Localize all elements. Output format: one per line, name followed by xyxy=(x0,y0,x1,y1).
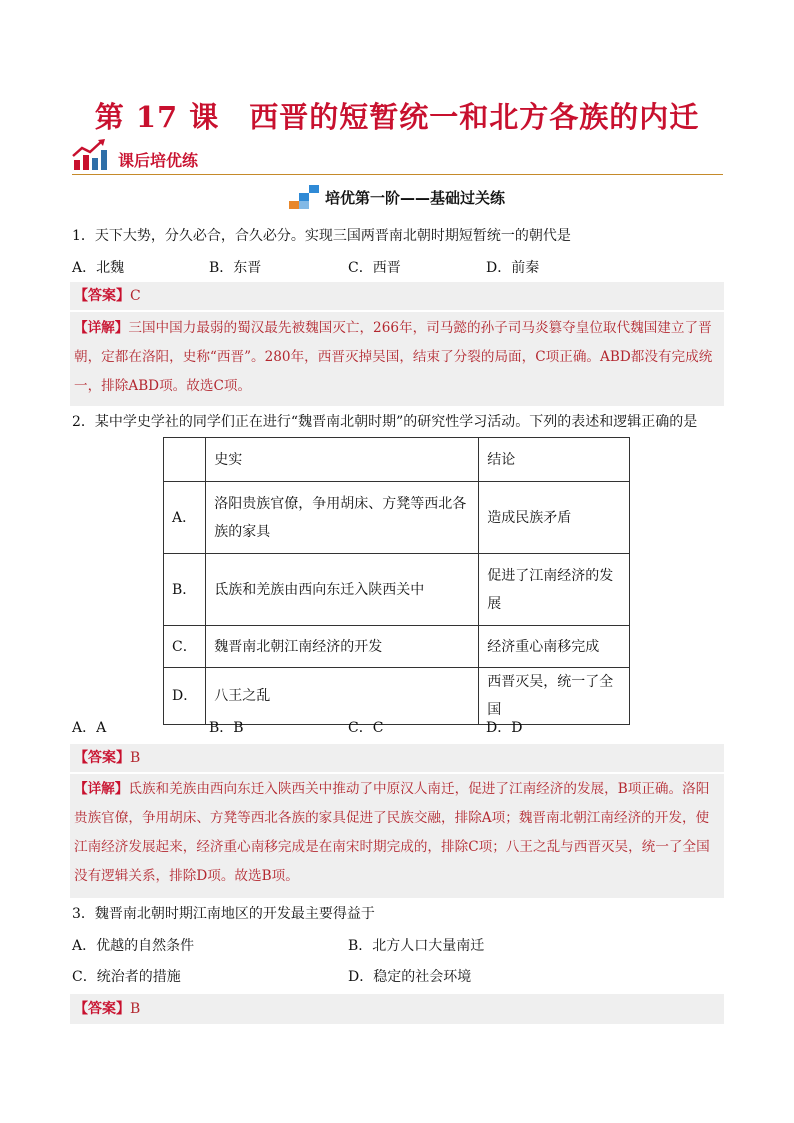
q1-detail xyxy=(74,314,720,401)
stairs-icon xyxy=(289,183,319,209)
table-cell: 魏晋南北朝江南经济的开发 xyxy=(206,626,479,668)
table-cell: B． xyxy=(164,554,206,626)
table-header-row xyxy=(164,438,630,482)
table-cell: 西晋灭吴，统一了全国 xyxy=(479,668,630,725)
q1-detail-box xyxy=(70,312,724,406)
table-row xyxy=(164,626,630,668)
q2-answer-box xyxy=(70,744,724,772)
table-row xyxy=(164,668,630,725)
q2-option-c: C．C xyxy=(348,720,384,736)
q2-detail-box xyxy=(70,774,724,898)
q1-stem: 1．天下大势，分久必合，合久必分。实现三国两晋南北朝时期短暂统一的朝代是 xyxy=(72,228,571,244)
q1-option-c: C．西晋 xyxy=(348,260,401,276)
table-cell: 促进了江南经济的发展 xyxy=(479,554,630,626)
q3-answer-box xyxy=(70,994,724,1024)
table-cell: 氐族和羌族由西向东迁入陕西关中 xyxy=(206,554,479,626)
detail-tag: 【详解】 xyxy=(74,320,129,336)
answer-tag: 【答案】 xyxy=(74,1001,130,1017)
q3-answer xyxy=(74,999,140,1019)
table-cell: 造成民族矛盾 xyxy=(479,482,630,554)
answer-value: C xyxy=(130,288,141,304)
q2-table xyxy=(163,437,630,725)
q2-stem: 2．某中学史学社的同学们正在进行“魏晋南北朝时期”的研究性学习活动。下列的表述和逻辑正确的是 xyxy=(72,414,698,430)
q1-answer-box xyxy=(70,282,724,310)
section-header xyxy=(72,138,723,175)
q2-option-a: A．A xyxy=(72,720,107,736)
answer-value: B xyxy=(130,750,141,766)
q1-answer xyxy=(74,286,141,306)
q1-option-a: A．北魏 xyxy=(72,260,125,276)
table-cell: 洛阳贵族官僚，争用胡床、方凳等西北各族的家具 xyxy=(206,482,479,554)
q3-option-c: C．统治者的措施 xyxy=(72,969,181,985)
answer-tag: 【答案】 xyxy=(74,288,130,304)
answer-tag: 【答案】 xyxy=(74,750,130,766)
detail-tag: 【详解】 xyxy=(74,781,129,797)
table-header-cell xyxy=(164,438,206,482)
table-cell: D． xyxy=(164,668,206,725)
q1-option-b: B．东晋 xyxy=(209,260,262,276)
q3-option-d: D．稳定的社会环境 xyxy=(348,969,472,985)
q1-option-d: D．前秦 xyxy=(486,260,540,276)
detail-text: 三国中国力最弱的蜀汉最先被魏国灭亡，266年，司马懿的孙子司马炎篡夺皇位取代魏国建立了晋朝，定都在洛阳，史称“西晋”。280年，西晋灭掉吴国，结束了分裂的局面，C项正确。ABD都没有完成统一，排除ABD项。故选C项。 xyxy=(74,320,713,394)
table-row xyxy=(164,482,630,554)
table-header-cell: 史实 xyxy=(206,438,479,482)
q2-option-b: B．B xyxy=(209,720,244,736)
table-header-cell: 结论 xyxy=(479,438,630,482)
q2-answer xyxy=(74,748,140,768)
bar-chart-growth-icon xyxy=(72,138,108,172)
q2-option-d: D．D xyxy=(486,720,523,736)
table-cell: C． xyxy=(164,626,206,668)
table-cell: 经济重心南移完成 xyxy=(479,626,630,668)
table-cell: A． xyxy=(164,482,206,554)
table-row xyxy=(164,554,630,626)
stage-label: 培优第一阶——基础过关练 xyxy=(324,189,505,207)
stage-heading xyxy=(0,183,794,213)
q2-detail xyxy=(74,775,720,891)
q3-option-a: A．优越的自然条件 xyxy=(72,938,195,954)
section-label: 课后培优练 xyxy=(118,151,199,170)
q3-option-b: B．北方人口大量南迁 xyxy=(348,938,485,954)
q3-stem: 3．魏晋南北朝时期江南地区的开发最主要得益于 xyxy=(72,906,375,922)
page-title: 第 17 课 西晋的短暂统一和北方各族的内迁 xyxy=(94,100,700,134)
answer-value: B xyxy=(130,1001,141,1017)
detail-text: 氐族和羌族由西向东迁入陕西关中推动了中原汉人南迁，促进了江南经济的发展，B项正确。洛阳贵族官僚，争用胡床、方凳等西北各族的家具促进了民族交融，排除A项；魏晋南北朝江南经济的开发，使江南经济发展起来，经济重心南移完成是在南宋时期完成的，排除C项；八王之乱与西晋灭吴，统一了全国没有逻辑关系，排除D项。故选B项。 xyxy=(74,781,710,884)
table-cell: 八王之乱 xyxy=(206,668,479,725)
